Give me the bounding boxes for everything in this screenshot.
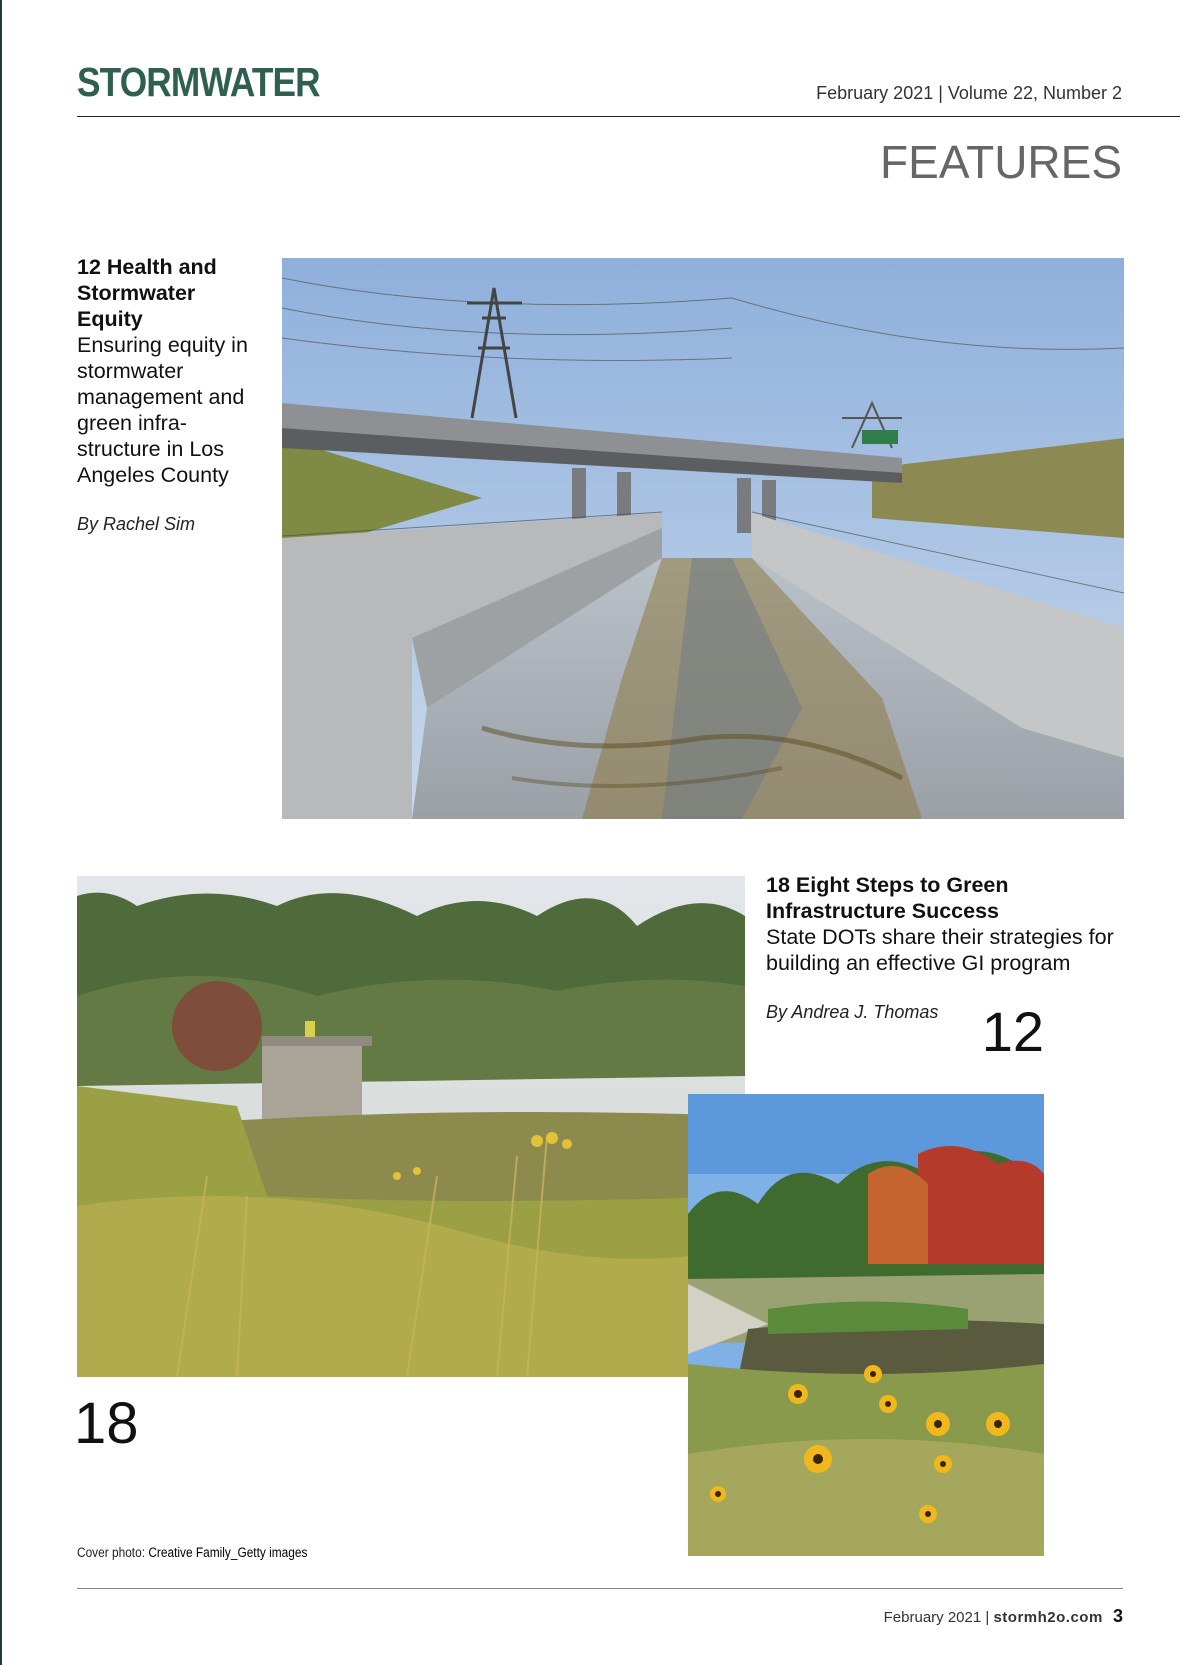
article-18-title[interactable]: 18 Eight Steps to Green Infrastructure Success bbox=[766, 873, 1009, 923]
wetland-photo-image bbox=[77, 876, 745, 1377]
footer-site-link[interactable]: stormh2o.com bbox=[993, 1609, 1103, 1626]
page-number: 3 bbox=[1112, 1606, 1123, 1626]
issue-info: February 2021 | Volume 22, Number 2 bbox=[816, 83, 1122, 103]
page-footer bbox=[884, 1606, 1123, 1627]
footer-date: February 2021 bbox=[883, 1609, 982, 1626]
header-rule bbox=[77, 116, 1180, 117]
article-12-dek: Ensuring equity in stormwater management and green infra-structure in Los Angeles County bbox=[77, 333, 248, 487]
credit-value: Creative Family_Getty images bbox=[148, 1545, 308, 1560]
credit-label: Cover photo: bbox=[77, 1545, 146, 1560]
article-18-summary[interactable] bbox=[766, 872, 1146, 1023]
magazine-logo[interactable]: STORMWATER bbox=[77, 59, 320, 105]
channel-photo-image bbox=[282, 258, 1124, 819]
article-18-photo-inset[interactable] bbox=[688, 1094, 1044, 1556]
footer-rule bbox=[77, 1588, 1123, 1589]
article-12-byline: By Rachel Sim bbox=[77, 514, 196, 534]
article-18-dek: State DOTs share their strategies for building an effective GI program bbox=[766, 925, 1114, 975]
section-title: FEATURES bbox=[880, 136, 1122, 188]
article-12-photo-number: 12 bbox=[981, 1000, 1044, 1063]
article-18-byline: By Andrea J. Thomas bbox=[766, 1002, 939, 1022]
article-18-photo-number: 18 bbox=[74, 1391, 139, 1456]
bioswale-photo-image bbox=[688, 1094, 1044, 1556]
left-edge-bar bbox=[0, 0, 2, 1665]
article-12-summary[interactable] bbox=[77, 254, 257, 535]
footer-separator: | bbox=[985, 1609, 990, 1626]
cover-photo-credit bbox=[77, 1545, 307, 1560]
article-12-title[interactable]: 12 Health and Stormwater Equity bbox=[77, 255, 217, 331]
article-18-photo-main[interactable] bbox=[77, 876, 745, 1377]
